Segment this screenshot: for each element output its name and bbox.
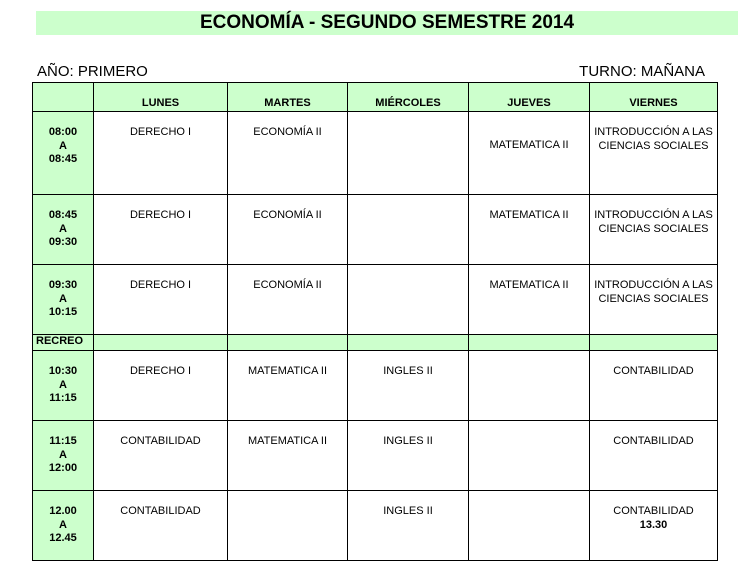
table-row (33, 351, 718, 421)
recreo-cell (348, 335, 469, 351)
class-cell: MATEMATICA II (469, 195, 590, 265)
class-cell: MATEMATICA II (228, 421, 348, 491)
class-cell (469, 491, 590, 561)
recreo-cell (228, 335, 348, 351)
day-header-jueves: JUEVES (469, 83, 590, 112)
class-cell: MATEMATICA II (469, 265, 590, 335)
class-cell (348, 195, 469, 265)
class-cell: DERECHO I (94, 351, 228, 421)
class-cell: DERECHO I (94, 112, 228, 195)
class-cell: DERECHO I (94, 195, 228, 265)
class-cell: INTRODUCCIÓN A LAS CIENCIAS SOCIALES (590, 265, 718, 335)
day-header-martes: MARTES (228, 83, 348, 112)
class-cell: ECONOMÍA II (228, 265, 348, 335)
recreo-cell (469, 335, 590, 351)
class-cell (469, 351, 590, 421)
class-cell: INTRODUCCIÓN A LAS CIENCIAS SOCIALES (590, 112, 718, 195)
header-row (33, 83, 718, 112)
time-cell: 11:15 A 12:00 (33, 421, 94, 491)
class-cell: INGLES II (348, 421, 469, 491)
table-row (33, 421, 718, 491)
class-cell: INGLES II (348, 491, 469, 561)
table-row (33, 491, 718, 561)
time-cell: 08:00 A 08:45 (33, 112, 94, 195)
year-label: AÑO: PRIMERO (37, 63, 148, 80)
day-header-lunes: LUNES (94, 83, 228, 112)
end-time-note: 13.30 (639, 518, 668, 531)
page-title: ECONOMÍA - SEGUNDO SEMESTRE 2014 (36, 11, 738, 35)
class-cell (348, 265, 469, 335)
class-cell: CONTABILIDAD (94, 421, 228, 491)
time-cell: 09:30 A 10:15 (33, 265, 94, 335)
day-header-miercoles: MIÉRCOLES (348, 83, 469, 112)
table-row (33, 265, 718, 335)
class-cell (590, 491, 718, 561)
schedule-table (32, 82, 718, 561)
shift-label: TURNO: MAÑANA (579, 63, 705, 80)
table-row (33, 112, 718, 195)
class-cell: MATEMATICA II (228, 351, 348, 421)
class-cell (469, 421, 590, 491)
class-cell: DERECHO I (94, 265, 228, 335)
class-cell: INGLES II (348, 351, 469, 421)
class-cell: CONTABILIDAD (94, 491, 228, 561)
class-cell: ECONOMÍA II (228, 195, 348, 265)
time-cell: 10:30 A 11:15 (33, 351, 94, 421)
table-row (33, 195, 718, 265)
time-cell: 12.00 A 12.45 (33, 491, 94, 561)
class-cell: ECONOMÍA II (228, 112, 348, 195)
class-cell: CONTABILIDAD (590, 421, 718, 491)
recreo-cell (590, 335, 718, 351)
recreo-cell (94, 335, 228, 351)
class-cell: INTRODUCCIÓN A LAS CIENCIAS SOCIALES (590, 195, 718, 265)
recreo-label: RECREO (33, 335, 94, 351)
recreo-row (33, 335, 718, 351)
class-cell: MATEMATICA II (469, 112, 590, 195)
day-header-viernes: VIERNES (590, 83, 718, 112)
class-cell (348, 112, 469, 195)
class-cell (228, 491, 348, 561)
class-name: CONTABILIDAD (613, 505, 694, 517)
class-cell: CONTABILIDAD (590, 351, 718, 421)
time-cell: 08:45 A 09:30 (33, 195, 94, 265)
corner-cell (33, 83, 94, 112)
